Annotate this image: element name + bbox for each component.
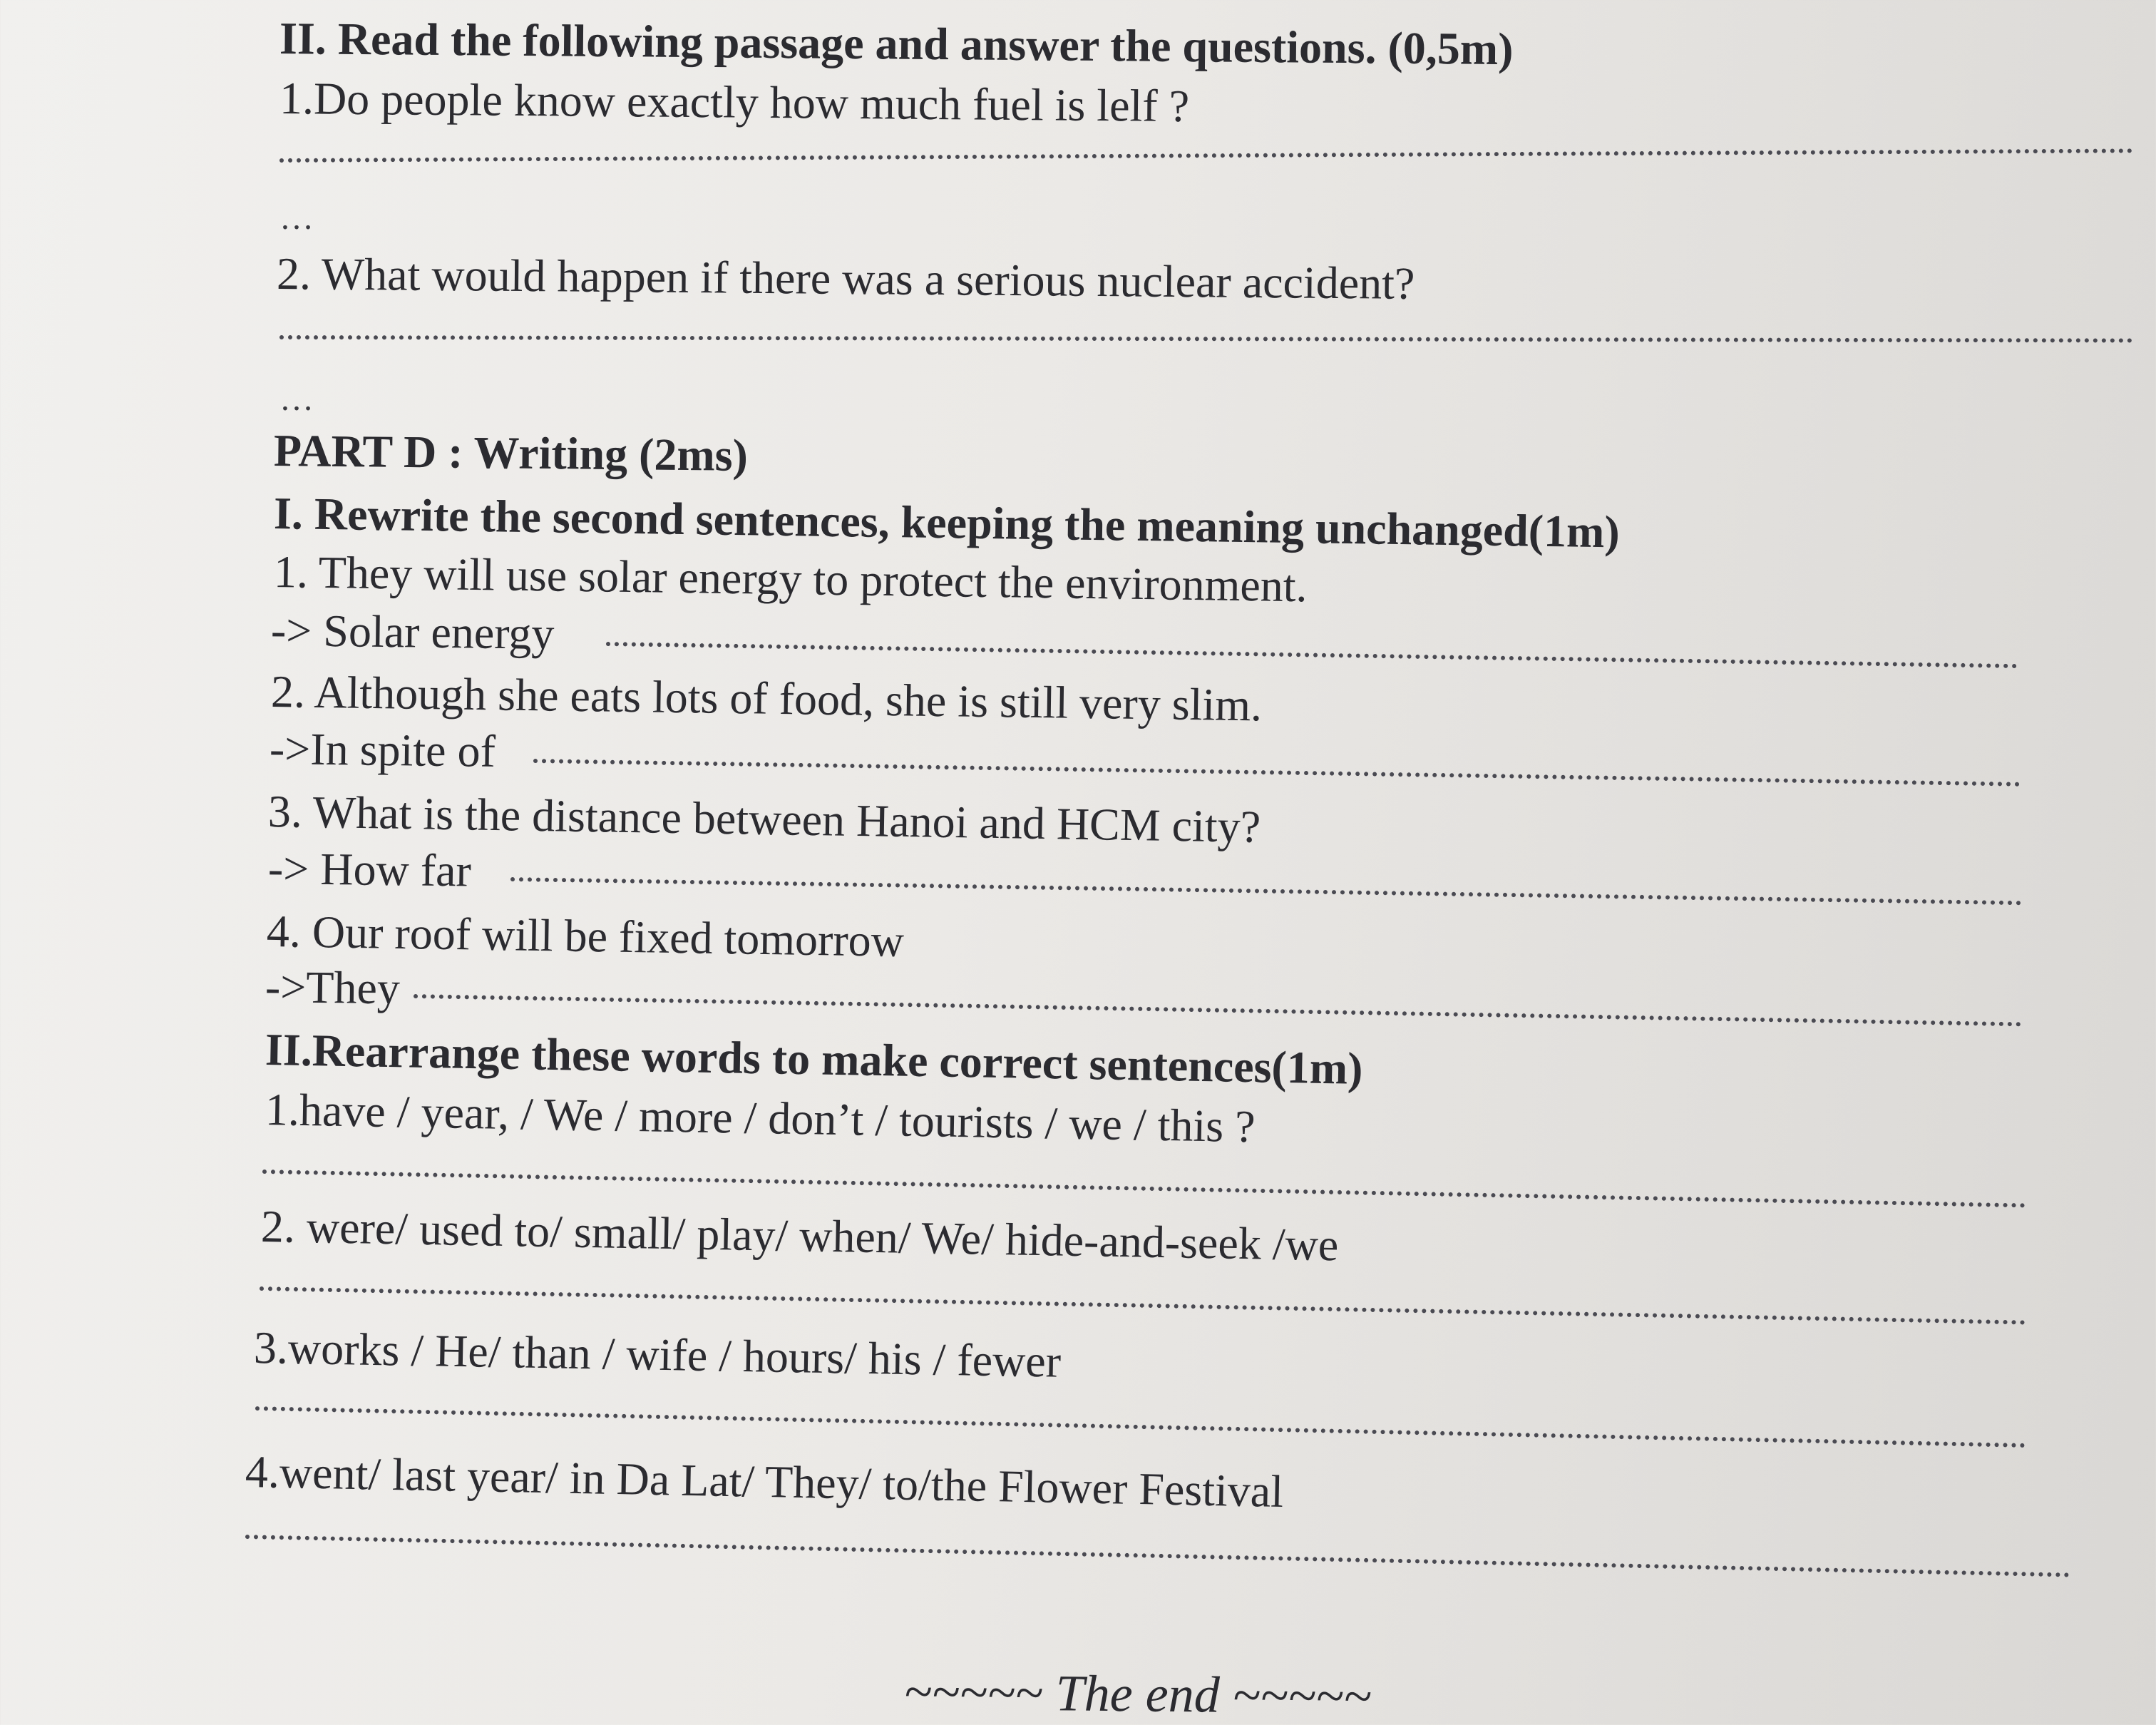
answer-line-rearrange-2[interactable] <box>260 1286 2026 1325</box>
rearrange-section-heading: II.Rearrange these words to make correct sentences(1m) <box>265 1024 1364 1094</box>
rewrite-sentence-2: 2. Although she eats lots of food, she is still very slim. <box>270 666 1263 731</box>
rewrite-prompt-4: ->They <box>265 961 401 1014</box>
reading-question-2: 2. What would happen if there was a serious nuclear accident? <box>276 248 1415 309</box>
the-end-footer: ~~~~~ The end ~~~~~ <box>903 1663 1372 1725</box>
answer-line-rearrange-3[interactable] <box>255 1406 2026 1448</box>
answer-line-rewrite-1[interactable] <box>606 642 2018 668</box>
rewrite-section-heading: I. Rewrite the second sentences, keeping the meaning unchanged(1m) <box>273 488 1621 558</box>
answer-line-rearrange-1[interactable] <box>262 1169 2026 1207</box>
rewrite-sentence-1: 1. They will use solar energy to protect the environment. <box>273 546 1308 612</box>
rewrite-sentence-3: 3. What is the distance between Hanoi and HCM city? <box>267 786 1261 852</box>
rearrange-item-1: 1.have / year, / We / more / don’t / tourists / we / this ? <box>265 1084 1256 1152</box>
continuation-mark: … <box>279 380 315 418</box>
rearrange-item-4: 4.went/ last year/ in Da Lat/ They/ to/the Flower Festival <box>245 1446 1284 1517</box>
answer-line-rearrange-4[interactable] <box>245 1535 2070 1577</box>
reading-question-1: 1.Do people know exactly how much fuel is lelf ? <box>279 73 1190 132</box>
answer-line-rewrite-4[interactable] <box>414 994 2022 1026</box>
answer-line-rewrite-2[interactable] <box>533 759 2021 787</box>
reading-section-heading: II. Read the following passage and answer the questions. (0,5m) <box>279 13 1514 75</box>
answer-line-reading-1[interactable] <box>279 148 2133 163</box>
rearrange-item-3: 3.works / He/ than / wife / hours/ his / fewer <box>253 1322 1062 1387</box>
continuation-mark: … <box>279 199 315 237</box>
rewrite-prompt-2: ->In spite of <box>269 723 496 777</box>
answer-line-rewrite-3[interactable] <box>510 877 2022 905</box>
answer-line-reading-2[interactable] <box>279 335 2133 343</box>
rearrange-item-2: 2. were/ used to/ small/ play/ when/ We/ hide-and-seek /we <box>260 1201 1339 1271</box>
rewrite-prompt-1: -> Solar energy <box>270 605 555 659</box>
rewrite-sentence-4: 4. Our roof will be fixed tomorrow <box>266 906 905 967</box>
part-d-heading: PART D : Writing (2ms) <box>273 425 749 481</box>
rewrite-prompt-3: -> How far <box>267 843 472 896</box>
